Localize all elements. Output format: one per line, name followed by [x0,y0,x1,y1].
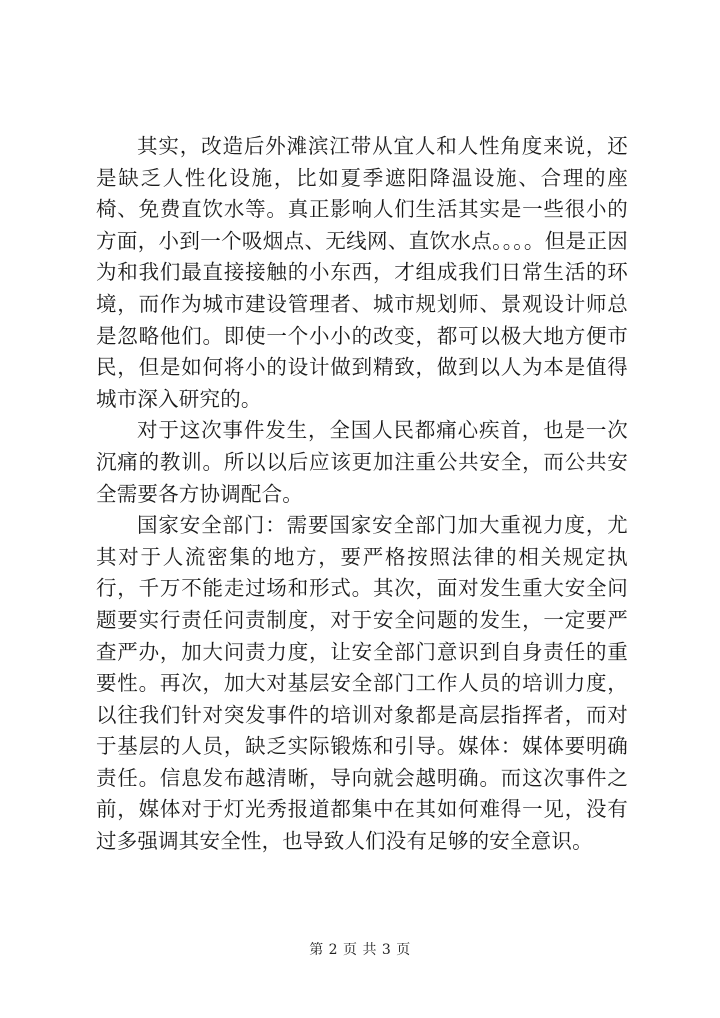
body-text [96,131,628,858]
page-number-footer: 第 2 页 共 3 页 [309,942,411,958]
paragraph-2: 对于这次事件发生，全国人民都痛心疾首，也是一次沉痛的教训。所以以后应该更加注重公共安全，而公共安全需要各方协调配合。 [96,418,628,506]
paragraph-1: 其实，改造后外滩滨江带从宜人和人性角度来说，还是缺乏人性化设施，比如夏季遮阳降温设施、合理的座椅、免费直饮水等。真正影响人们生活其实是一些很小的方面，小到一个吸烟点、无线网、直饮水点。。。。但是正因为和我们最直接接触的小东西，才组成我们日常生活的环境，而作为城市建设管理者、城市规划师、景观设计师总是忽略他们。即使一个小小的改变，都可以极大地方便市民，但是如何将小的设计做到精致，做到以人为本是值得城市深入研究的。 [96,134,628,411]
paragraph-3: 国家安全部门：需要国家安全部门加大重视力度，尤其对于人流密集的地方，要严格按照法律的相关规定执行，千万不能走过场和形式。其次，面对发生重大安全问题要实行责任问责制度，对于安全问题的发生，一定要严查严办，加大问责力度，让安全部门意识到自身责任的重要性。再次，加大对基层安全部门工作人员的培训力度，以往我们针对突发事件的培训对象都是高层指挥者，而对于基层的人员，缺乏实际锻炼和引导。媒体：媒体要明确责任。信息发布越清晰，导向就会越明确。而这次事件之前，媒体对于灯光秀报道都集中在其如何难得一见，没有过多强调其安全性，也导致人们没有足够的安全意识。 [96,513,628,854]
